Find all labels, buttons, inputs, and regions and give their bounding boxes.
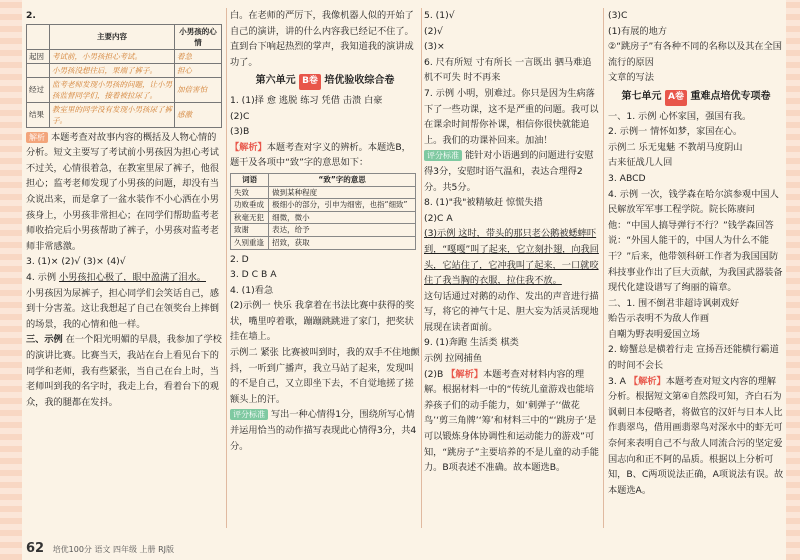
analysis-tag: 解析 xyxy=(26,132,48,143)
answer-line: 4. (1)看急 xyxy=(230,284,274,296)
answer-line: 二、1. 围不倒君非超诗讽刺戏好 xyxy=(608,297,740,309)
answer-paragraph: 这句话通过对鹅的动作、发出的声音进行描写，将它的神气十足、胆大妄为活灵活现地展现在读者面前。 xyxy=(424,290,599,333)
unit-name: 第七单元 xyxy=(621,90,662,102)
analysis-paragraph xyxy=(26,130,224,255)
answer-text: 在一个阳光明媚的早晨，我参加了学校的演讲比赛。比赛当天，我站在台上看见台下的同学和老师，我有些紧张，当自己在台上时，当老师叫到我的名字时，我走上台，看着台下的观众，我的腿都在发抖。 xyxy=(26,334,222,408)
answer-label: (2)B xyxy=(424,368,444,380)
answer-line: 3. D C B A xyxy=(230,269,277,281)
analysis-paragraph xyxy=(424,367,600,476)
answer-paragraph: ②“跳房子”有各种不同的名称以及其在全国流行的原因 xyxy=(608,41,782,68)
answer-paragraph: 示例二 紧张 比赛被叫到时，我的双手不住地颤抖，一听到广播声，我立马站了起来，发现叫的不是自己，又立即坐下去，不自觉地搓了搓额头上的汗。 xyxy=(230,347,420,405)
answer-paragraph: 小男孩因为尿裤子，担心同学们会笑话自己，感到十分害羞。这让我想起了自己在领奖台上摔倒的场景，我的心情和他一样。 xyxy=(26,287,219,330)
column-1 xyxy=(26,8,224,410)
column-4 xyxy=(608,8,784,498)
answer-paragraph xyxy=(26,332,224,410)
table-cell-content: 考试前，小男孩担心考试。 xyxy=(50,49,175,63)
answer-line: (2)√ xyxy=(424,25,443,37)
answer-line: 古来征战几人回 xyxy=(608,157,673,169)
answer-line: (1)有展的地方 xyxy=(608,25,667,37)
unit-title xyxy=(608,89,784,106)
table-cell-content: 监考老师发现小男孩的问题，让小男孩监督同学们，接着被拉尿了。 xyxy=(50,77,175,102)
answer-label: 三、示例 xyxy=(26,334,63,346)
table-cell: 致谢 xyxy=(231,224,269,237)
underlined-answer: 小男孩扣心极了，眼中盈满了泪水。 xyxy=(58,271,206,283)
story-table xyxy=(26,24,222,128)
table-cell: 秋毫无犯 xyxy=(231,211,269,224)
analysis-tag: 【解析】 xyxy=(230,141,267,153)
answer-line: 文章的写法 xyxy=(608,72,654,84)
answer-line: 5. (1)√ xyxy=(424,10,455,21)
answer-line: (2)C xyxy=(230,110,250,122)
table-cell: 失致 xyxy=(231,186,269,199)
answer-paragraph: (3)示例 这时，带头的那只老公鹅被蟋蟀吓到，“嘎嘎”叫了起来，它立刻扑翅，向我回头，它站住了，它冲我叫了起来，一口就咬住了我当胸的衣服，拉住我不放。 xyxy=(424,228,599,287)
table-cell-mood: 担心 xyxy=(175,63,222,77)
score-text: 写出一种心情得1分，围绕所写心情并运用恰当的动作描写表现此心情得3分，共4分。 xyxy=(230,409,417,452)
answer-line: (3)C xyxy=(608,10,628,21)
footer-text: 培优100分 语文 四年级 上册 RJ版 xyxy=(52,545,174,554)
answer-line: (3)B xyxy=(230,126,250,138)
table-cell: 久别重逢 xyxy=(231,236,269,249)
table-cell-content: 小男孩没想往后，果端了裤子。 xyxy=(50,63,175,77)
answer-paragraph: 6. 尺有所短 寸有所长 一言既出 驷马难追 机不可失 时不再来 xyxy=(424,56,592,84)
unit-title xyxy=(230,73,420,90)
meaning-table xyxy=(230,173,416,250)
table-header: 主要内容 xyxy=(50,24,175,49)
answer-line: 8. (1)"我"被精敏赶 惊慌失措 xyxy=(424,197,543,209)
table-header: “致”字的意思 xyxy=(269,173,416,186)
table-cell-stage xyxy=(27,63,50,77)
score-paragraph xyxy=(230,407,420,454)
table-cell: 表达，给予 xyxy=(269,224,416,237)
table-cell: 做到某种程度 xyxy=(269,186,416,199)
answer-label: 4. 示例 xyxy=(26,271,57,283)
column-divider xyxy=(421,8,422,528)
answer-line: (2)C A xyxy=(424,212,453,224)
table-cell-content: 教室里的同学没有发现小男孩尿了裤子。 xyxy=(50,102,175,127)
table-cell: 功败垂成 xyxy=(231,199,269,212)
score-paragraph xyxy=(424,148,600,195)
score-text: 能针对小语遇到的问题进行安慰得3分，安慰时语气温和，表达合理得2分。共5分。 xyxy=(424,150,594,193)
unit-subtitle: 培优验收综合卷 xyxy=(324,75,395,87)
answer-paragraph: 4. 示例 一次，钱学森在哈尔滨参观中国人民解放军军事工程学院。院长陈赓问他：“中国人搞导弹行不行？”钱学森回答说：“外国人能干的，中国人为什么不能干？”后来，他带领科研工作者为我国国防科技事业作出了巨大贡献，为我国武器装备现代化建设谱写了绚丽的篇章。 xyxy=(608,188,783,294)
table-header: 词语 xyxy=(231,173,269,186)
page-number: 62 xyxy=(26,541,45,556)
table-cell-mood: 着急 xyxy=(175,49,222,63)
answer-line: 示例 拉网捕鱼 xyxy=(424,353,483,365)
column-3 xyxy=(424,8,600,476)
answer-line xyxy=(26,270,224,286)
column-divider xyxy=(603,8,604,528)
page-footer xyxy=(26,541,174,556)
unit-badge: A卷 xyxy=(665,90,687,106)
answer-line: 一、1. 示例 心怀家国，强国有我。 xyxy=(608,110,752,122)
table-cell: 招致，获取 xyxy=(269,236,416,249)
answer-label: 3. A xyxy=(608,375,626,387)
answer-paragraph: (2)示例一 快乐 我拿着在书法比赛中获得的奖状，嘴里哼着歌，蹦蹦跳跳进了家门，把奖状挂在墙上。 xyxy=(230,300,415,343)
table-cell-stage: 起因 xyxy=(27,49,50,63)
analysis-tag: 【解析】 xyxy=(628,375,666,387)
answer-line: 自嘲为野表明爱国立场 xyxy=(608,328,700,340)
unit-subtitle: 重难点培优专项卷 xyxy=(690,90,771,102)
table-cell-mood: 感激 xyxy=(175,102,222,127)
column-2 xyxy=(230,8,420,454)
right-edge-pattern xyxy=(786,0,800,560)
answer-line: 贻告示表明不为敌人作画 xyxy=(608,313,710,325)
question-number: 2. xyxy=(26,10,36,21)
table-cell: 极细小的部分，引申为细密，也指“细致” xyxy=(269,199,416,212)
answer-paragraph: 2. 螃蟹总是横着行走 宣扬吾还能横行霸道的时间不会长 xyxy=(608,344,779,372)
answer-line: 示例二 乐无鬼魅 不教胡马度阴山 xyxy=(608,141,743,153)
analysis-text: 本题考查对字义的辨析。本题选B，题干及各项中“致”字的意思如下： xyxy=(230,141,411,169)
table-corner xyxy=(27,24,50,49)
answer-paragraph: 7. 示例 小明，别难过。你只是因为生病落下了一些功课，这不是严重的问题。我可以在课余时间帮你补课，相信你很快就能追上。我们的功课补回来。加油！ xyxy=(424,87,599,146)
table-cell-mood: 加倍害怕 xyxy=(175,77,222,102)
table-cell-stage: 经过 xyxy=(27,77,50,102)
analysis-tag: 【解析】 xyxy=(446,368,483,380)
unit-badge: B卷 xyxy=(299,74,321,90)
analysis-text: 本题考查对短文内容的理解分析。根据短文第④自然段可知，齐白石为讽刺日本侵略者，将做官的汉奸与日本人比作翡翠鸟，借用画翡翠鸟对深水中的虾无可奈何来表明自己不与敌人同流合污的坚定爱国志向和正不阿的品质。根据以上分析可知，B、C两项说法正确，A项说法有误。故本题选A。 xyxy=(608,375,784,496)
analysis-paragraph xyxy=(608,374,784,499)
score-tag: 评分标准 xyxy=(424,150,462,161)
answer-paragraph: 白。在老师的严厉下，我像机器人似的开始了自己的演讲，讲的什么内容我已经记不住了。直到台下响起热烈的掌声，我知道我的演讲成功了。 xyxy=(230,10,414,68)
table-header: 小男孩的心情 xyxy=(175,24,222,49)
answer-line: 1. (1)择 愈 逃脱 练习 凭借 击溃 白豪 xyxy=(230,94,383,106)
column-divider xyxy=(226,8,227,528)
answer-line: 9. (1)奔跑 生活类 棋类 xyxy=(424,337,519,349)
answer-line: 3. ABCD xyxy=(608,172,646,184)
analysis-text: 本题考查对材料内容的理解。根据材料一中的“传统儿童游戏也能培养孩子们的动手能力，如‘刺弹子’‘做花鸟’‘剪三角牌’‘筹’和材料三中的“‘跳房子’是可以锻炼身体协调性和运动能力的游戏”可知，“跳房子”主要培养的不是儿童的动手能力。B项表述不准确。故本题选B。 xyxy=(424,368,599,474)
unit-name: 第六单元 xyxy=(255,75,296,87)
answer-line: (3)× xyxy=(424,41,445,53)
table-cell-stage: 结果 xyxy=(27,102,50,127)
analysis-text: 本题考查对故事内容的概括及人物心情的分析。短文主要写了考试前小男孩因为担心考试不过关，心情很着急，在教室里尿了裤子，他很担心；监考老师发现了小男孩的问题，却没有当众说出来，而是拿了一盆水装作不小心洒在小男孩身上，小男孩非常担心；在同学们帮助监考老师收拾完后小男孩帮助了裤子，小男孩对监考老师非常感激。 xyxy=(26,131,219,252)
score-tag: 评分标准 xyxy=(230,409,268,420)
answer-line: 3. (1)× (2)√ (3)× (4)√ xyxy=(26,256,126,268)
analysis-paragraph xyxy=(230,140,420,171)
table-cell: 细微，微小 xyxy=(269,211,416,224)
answer-line: 2. 示例一 情怀如梦，家国在心。 xyxy=(608,126,743,138)
answer-line: 2. D xyxy=(230,253,249,265)
left-edge-pattern xyxy=(0,0,22,560)
